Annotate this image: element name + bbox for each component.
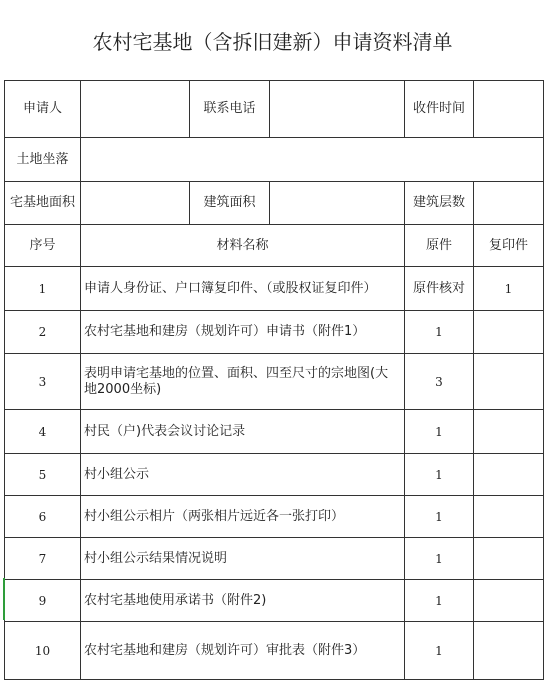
- row-original: 1: [405, 454, 474, 496]
- row-material-name: 农村宅基地使用承诺书（附件2): [81, 580, 405, 622]
- table-row: [5, 410, 544, 454]
- area-row: [5, 182, 544, 225]
- land-location-label: 土地坐落: [5, 138, 81, 182]
- application-checklist-table: [4, 80, 544, 680]
- row-material-name: 表明申请宅基地的位置、面积、四至尺寸的宗地图(大地2000坐标): [81, 354, 405, 410]
- row-seq: 10: [5, 622, 81, 680]
- row-copy: [474, 580, 544, 622]
- floors-label: 建筑层数: [405, 182, 474, 225]
- applicant-row: [5, 81, 544, 138]
- table-row: [5, 538, 544, 580]
- building-area-value-cell[interactable]: [270, 182, 405, 225]
- applicant-label: 申请人: [5, 81, 81, 138]
- table-row: [5, 454, 544, 496]
- row-original: 3: [405, 354, 474, 410]
- row-copy: [474, 496, 544, 538]
- row-original: 1: [405, 410, 474, 454]
- land-location-row: [5, 138, 544, 182]
- row-copy: [474, 622, 544, 680]
- row-seq: 6: [5, 496, 81, 538]
- row-copy: [474, 454, 544, 496]
- row-seq: 9: [5, 580, 81, 622]
- table-row: [5, 311, 544, 354]
- row-seq: 2: [5, 311, 81, 354]
- floors-value-cell[interactable]: [474, 182, 544, 225]
- receive-time-label: 收件时间: [405, 81, 474, 138]
- table-row: [5, 580, 544, 622]
- homestead-area-value-cell[interactable]: [81, 182, 190, 225]
- table-row: [5, 496, 544, 538]
- phone-label: 联系电话: [190, 81, 270, 138]
- selection-marker: [3, 578, 5, 620]
- land-location-value-cell[interactable]: [81, 138, 544, 182]
- table-row: [5, 622, 544, 680]
- column-header-row: [5, 225, 544, 267]
- row-material-name: 农村宅基地和建房（规划许可）申请书（附件1）: [81, 311, 405, 354]
- material-name-header: 材料名称: [81, 225, 405, 267]
- page-title: 农村宅基地（含拆旧建新）申请资料清单: [92, 29, 453, 54]
- row-seq: 5: [5, 454, 81, 496]
- row-original: 1: [405, 538, 474, 580]
- row-original: 1: [405, 496, 474, 538]
- row-copy: [474, 410, 544, 454]
- seq-header: 序号: [5, 225, 81, 267]
- row-material-name: 村小组公示相片（两张相片远近各一张打印）: [81, 496, 405, 538]
- building-area-label: 建筑面积: [190, 182, 270, 225]
- phone-value-cell[interactable]: [270, 81, 405, 138]
- receive-time-value-cell[interactable]: [474, 81, 544, 138]
- row-original: 1: [405, 622, 474, 680]
- original-header: 原件: [405, 225, 474, 267]
- row-copy: [474, 538, 544, 580]
- table-row: [5, 267, 544, 311]
- row-material-name: 村小组公示结果情况说明: [81, 538, 405, 580]
- row-copy: [474, 311, 544, 354]
- row-seq: 4: [5, 410, 81, 454]
- row-copy: 1: [474, 267, 544, 311]
- table-row: [5, 354, 544, 410]
- copy-header: 复印件: [474, 225, 544, 267]
- row-seq: 3: [5, 354, 81, 410]
- row-material-name: 农村宅基地和建房（规划许可）审批表（附件3）: [81, 622, 405, 680]
- row-original: 原件核对: [405, 267, 474, 311]
- homestead-area-label: 宅基地面积: [5, 182, 81, 225]
- row-original: 1: [405, 580, 474, 622]
- row-seq: 7: [5, 538, 81, 580]
- row-material-name: 申请人身份证、户口簿复印件、（或股权证复印件）: [81, 267, 405, 311]
- row-material-name: 村民（户)代表会议讨论记录: [81, 410, 405, 454]
- row-original: 1: [405, 311, 474, 354]
- row-material-name: 村小组公示: [81, 454, 405, 496]
- row-seq: 1: [5, 267, 81, 311]
- row-copy: [474, 354, 544, 410]
- applicant-value-cell[interactable]: [81, 81, 190, 138]
